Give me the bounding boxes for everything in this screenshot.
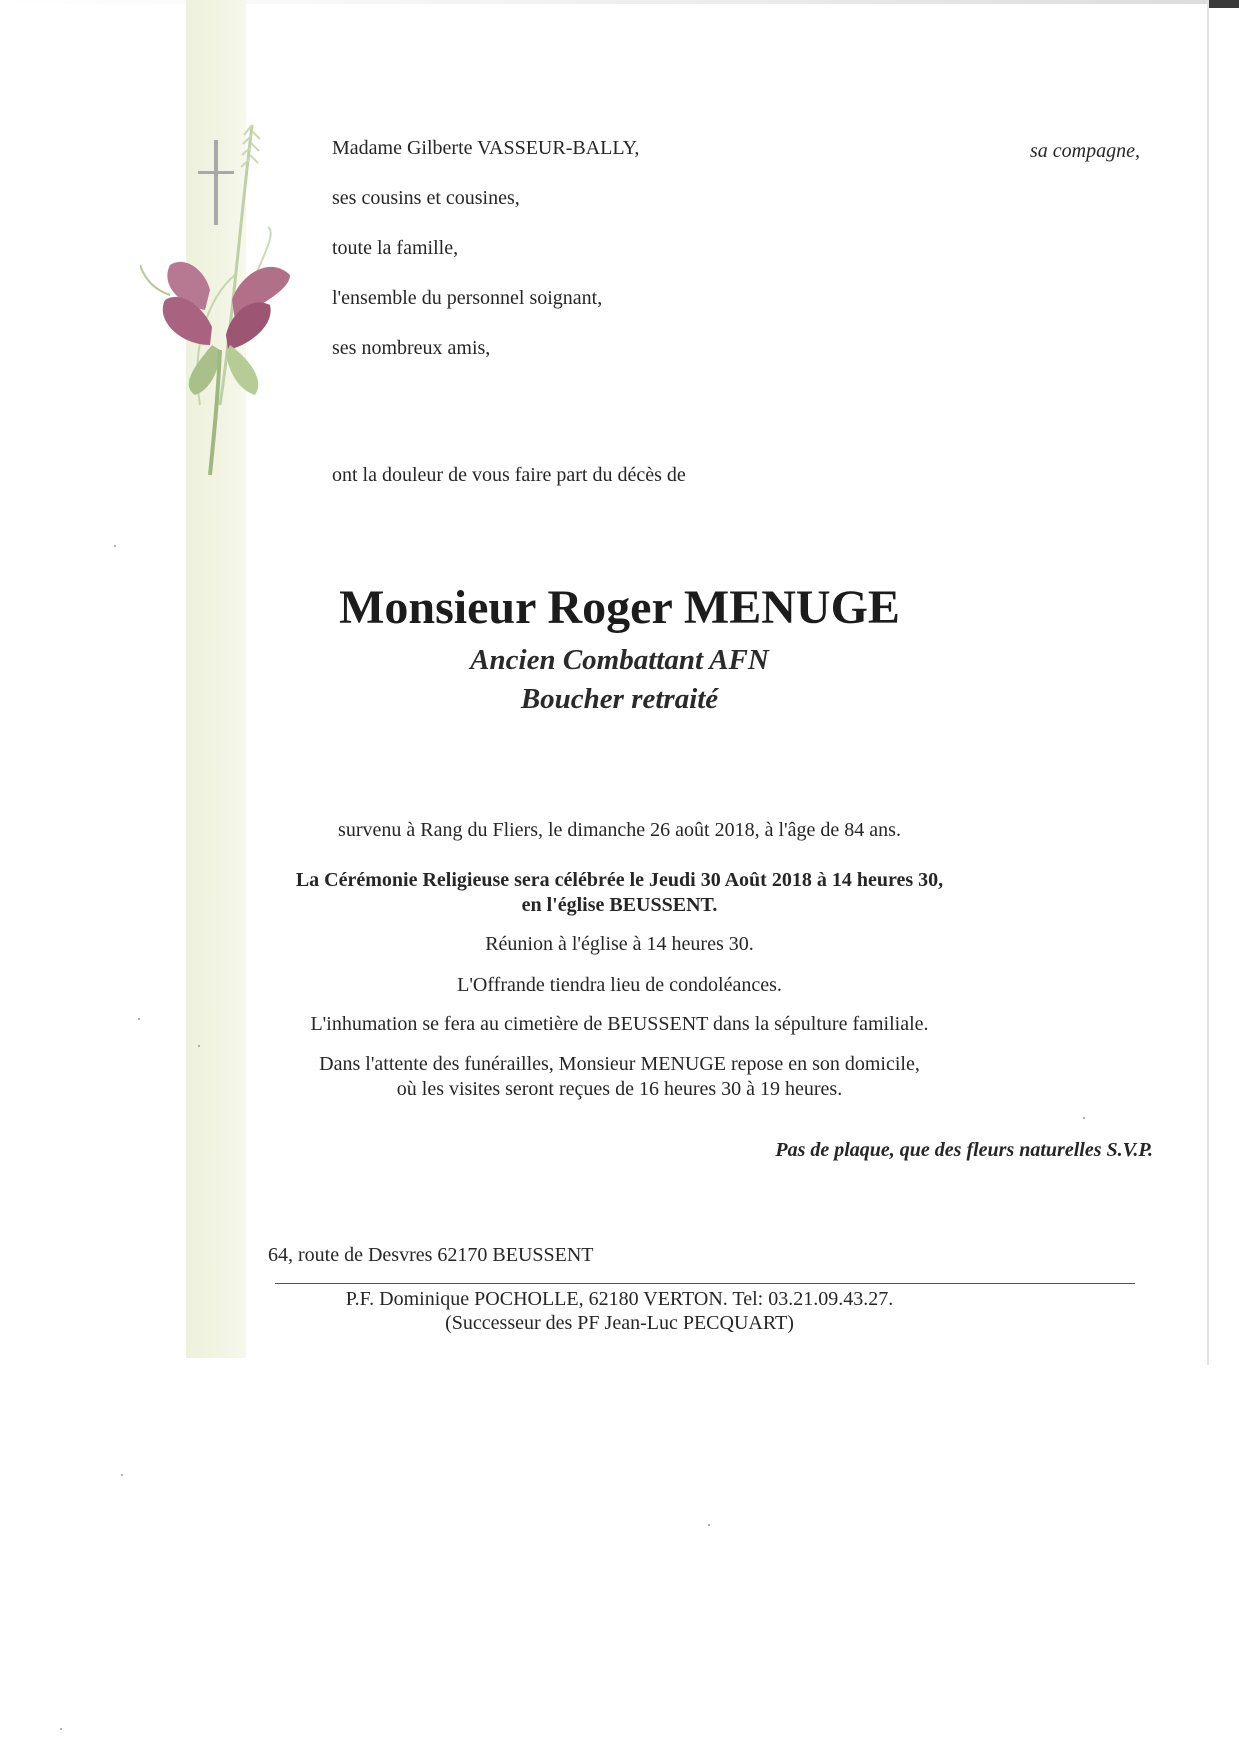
offering-text: L'Offrande tiendra lieu de condoléances. [457, 974, 782, 996]
footer-divider [275, 1283, 1135, 1284]
mourner-line-5: ses nombreux amis, [332, 337, 491, 359]
scan-speck [138, 1018, 140, 1020]
calla-lily-icon [140, 262, 290, 475]
scan-speck [708, 1524, 710, 1526]
mourner-relation: sa compagne, [1030, 140, 1140, 162]
scan-speck [60, 1728, 62, 1730]
ceremony-line-2: en l'église BEUSSENT. [521, 894, 718, 916]
scan-speck [114, 545, 116, 547]
burial-text: L'inhumation se fera au cimetière de BEUSSENT dans la sépulture familiale. [310, 1013, 929, 1035]
scan-speck [1083, 1117, 1085, 1119]
death-details: survenu à Rang du Fliers, le dimanche 26 août 2018, à l'âge de 84 ans. [338, 819, 901, 841]
address-text: 64, route de Desvres 62170 BEUSSENT [268, 1244, 594, 1266]
scan-edge-corner [1209, 0, 1239, 8]
deceased-title-1: Ancien Combattant AFN [470, 644, 769, 676]
funeral-home-line-2: (Successeur des PF Jean-Luc PECQUART) [445, 1312, 794, 1334]
mourner-line-2: ses cousins et cousines, [332, 187, 520, 209]
mourner-line-4: l'ensemble du personnel soignant, [332, 287, 603, 309]
mourner-line-3: toute la famille, [332, 237, 459, 259]
meeting-text: Réunion à l'église à 14 heures 30. [485, 933, 754, 955]
deceased-title-2: Boucher retraité [520, 683, 719, 715]
ceremony-line-1: La Cérémonie Religieuse sera célébrée le Jeudi 30 Août 2018 à 14 heures 30, [295, 869, 944, 891]
floral-decoration [140, 105, 300, 485]
deceased-name: Monsieur Roger MENUGE [339, 581, 900, 634]
announcement-text: ont la douleur de vous faire part du décès de [332, 464, 686, 486]
cross-icon [198, 140, 234, 225]
flowers-note: Pas de plaque, que des fleurs naturelles S.V.P. [775, 1139, 1153, 1161]
mourner-line-1: Madame Gilberte VASSEUR-BALLY, [332, 137, 640, 159]
wake-line-1: Dans l'attente des funérailles, Monsieur MENUGE repose en son domicile, [319, 1053, 920, 1075]
wake-line-2: où les visites seront reçues de 16 heures 30 à 19 heures. [396, 1078, 843, 1100]
scan-speck [121, 1474, 123, 1476]
scan-speck [198, 1045, 200, 1047]
funeral-home-line-1: P.F. Dominique POCHOLLE, 62180 VERTON. Tel: 03.21.09.43.27. [345, 1288, 894, 1310]
